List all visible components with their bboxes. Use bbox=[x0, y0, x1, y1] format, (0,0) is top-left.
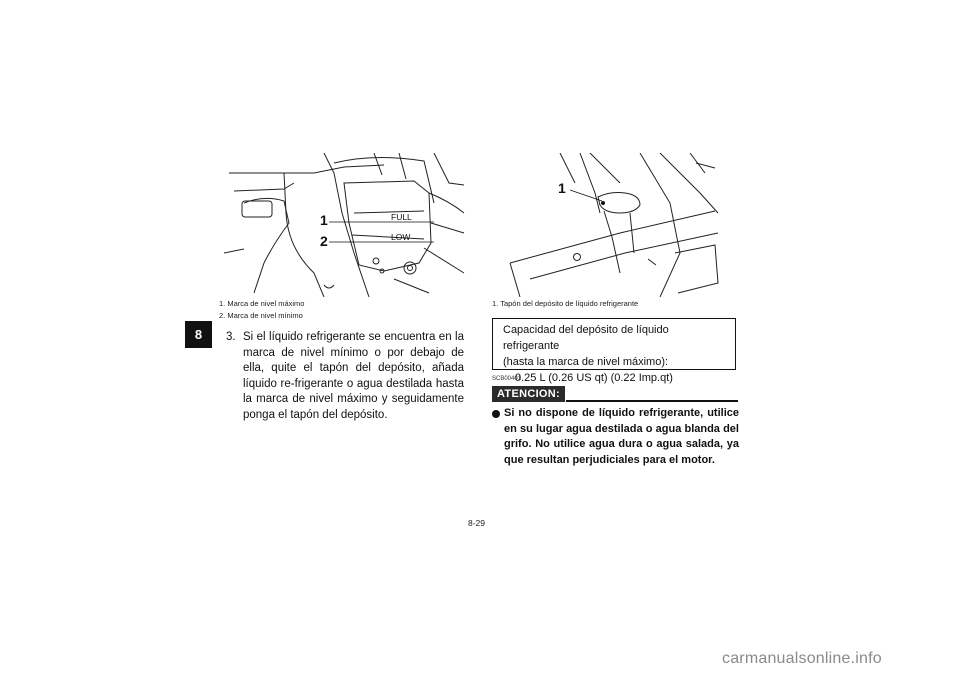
caption-item: 2. Marca de nivel mínimo bbox=[219, 311, 303, 320]
callout-2: 2 bbox=[320, 233, 328, 249]
spec-value: 0.25 L (0.26 US qt) (0.22 Imp.qt) bbox=[515, 372, 673, 384]
callout-1: 1 bbox=[320, 212, 328, 228]
caution-divider bbox=[566, 400, 738, 402]
caption-item: 1. Tapón del depósito de líquido refrigerante bbox=[492, 299, 639, 308]
spec-line-1: Capacidad del depósito de líquido refrigerante bbox=[503, 324, 669, 352]
reservoir-level-figure bbox=[224, 153, 466, 297]
caption-item: 1. Marca de nivel máximo bbox=[219, 299, 305, 308]
step-number: 3. bbox=[226, 331, 236, 343]
step-text: Si el líquido refrigerante se encuentra en la marca de nivel mínimo o por debajo de ella, quite el tapón del depósito, añada líquido re-frigerante o agua destilada hasta la marca de nivel máximo y seguidamente ponga el tapón del depósito. bbox=[243, 331, 464, 421]
reservoir-cap-figure bbox=[500, 153, 738, 297]
reservoir-cap-illustration bbox=[500, 153, 738, 297]
caution-label: ATENCION: bbox=[492, 386, 565, 402]
instruction-step bbox=[226, 330, 464, 423]
chapter-tab: 8 bbox=[185, 321, 212, 348]
caution-text: Si no dispone de líquido refrigerante, utilice en su lugar agua destilada o agua blanda del grifo. No utilice agua dura o agua salada, ya que resultan perjudiciales para el motor. bbox=[504, 407, 739, 466]
full-mark-label: FULL bbox=[391, 212, 412, 222]
page-number: 8-29 bbox=[468, 518, 486, 528]
reservoir-level-illustration bbox=[224, 153, 466, 297]
spec-line-2: (hasta la marca de nivel máximo): bbox=[503, 356, 669, 368]
low-mark-label: LOW bbox=[391, 232, 411, 242]
callout-1: 1 bbox=[558, 180, 566, 196]
bullet-icon bbox=[492, 410, 500, 418]
figure-left-captions bbox=[219, 298, 304, 322]
figure-right-captions bbox=[492, 298, 638, 310]
watermark: carmanualsonline.info bbox=[722, 650, 882, 667]
caution-code: SCB00401 bbox=[492, 376, 522, 382]
caution-bullet bbox=[492, 406, 739, 468]
